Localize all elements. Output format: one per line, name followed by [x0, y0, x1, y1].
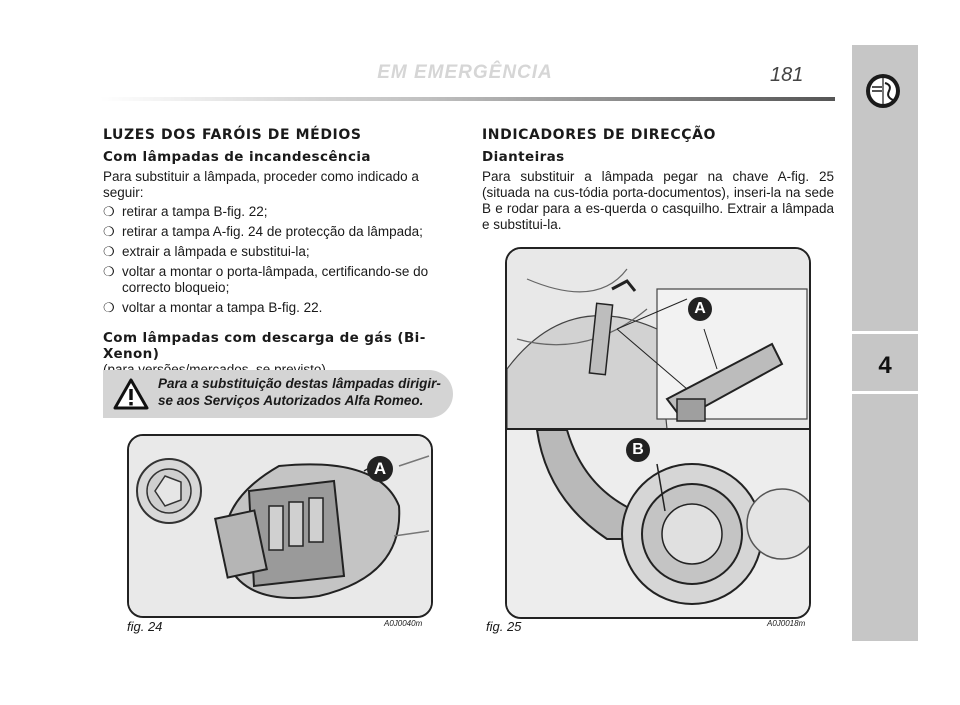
list-item: ❍ retirar a tampa A-fig. 24 de protecção da lâmpada; — [103, 224, 423, 239]
bullet-marker: ❍ — [103, 224, 115, 239]
list-item: ❍ voltar a montar o porta-lâmpada, certificando-se do correcto bloqueio; — [103, 264, 429, 295]
figure-24 — [127, 434, 433, 618]
page-number: 181 — [770, 64, 804, 86]
figure-24-label: fig. 24 — [127, 619, 163, 634]
list-item: ❍ extrair a lâmpada e substitui-la; — [103, 244, 310, 259]
bullet-marker: ❍ — [103, 264, 115, 279]
chapter-side-tab — [852, 45, 918, 641]
right-column — [482, 127, 834, 233]
bullet-marker: ❍ — [103, 204, 115, 219]
subheading-front: Dianteiras — [482, 149, 565, 165]
subheading-incandescent: Com lâmpadas de incandescência — [103, 149, 371, 165]
figure-25-code: A0J0018m — [767, 619, 806, 628]
tab-divider — [852, 331, 918, 334]
warning-text: Para a substituição destas lâmpadas dirigir-se aos Serviços Autorizados Alfa Romeo. — [158, 376, 441, 408]
tab-divider — [852, 391, 918, 394]
section-title-low-beam: LUZES DOS FARÓIS DE MÉDIOS — [103, 127, 362, 143]
bullet-list — [103, 204, 455, 316]
warning-triangle-icon — [113, 378, 149, 410]
section-title-turn-signals: INDICADORES DE DIRECÇÃO — [482, 127, 717, 143]
turn-signal-replacement-illustration — [507, 249, 809, 617]
list-item: ❍ voltar a montar a tampa B-fig. 22. — [103, 300, 323, 315]
list-item: ❍ retirar a tampa B-fig. 22; — [103, 204, 268, 219]
body-text: Para substituir a lâmpada pegar na chave A-fig. 25 (situada na cus-tódia porta-documentos), inseri-la na sede B e rodar para a es-querda o casquilho. Extrair a lâmpada e substitui-la. — [482, 169, 834, 232]
chapter-number: 4 — [878, 352, 892, 379]
alfa-romeo-logo — [865, 73, 901, 109]
figure-24-code: A0J0040m — [384, 619, 423, 628]
callout-a: A — [688, 297, 712, 321]
header-rule — [100, 97, 835, 101]
bullet-marker: ❍ — [103, 244, 115, 259]
figure-25 — [505, 247, 811, 619]
bullet-marker: ❍ — [103, 300, 115, 315]
intro-text: Para substituir a lâmpada, proceder como indicado a seguir: — [103, 169, 419, 200]
running-header-title: EM EMERGÊNCIA — [377, 62, 553, 83]
subheading-xenon: Com lâmpadas com descarga de gás (Bi-Xenon) — [103, 330, 426, 362]
figure-25-label: fig. 25 — [486, 619, 522, 634]
left-column — [103, 127, 455, 378]
callout-a: A — [367, 456, 393, 482]
callout-b: B — [626, 438, 650, 462]
